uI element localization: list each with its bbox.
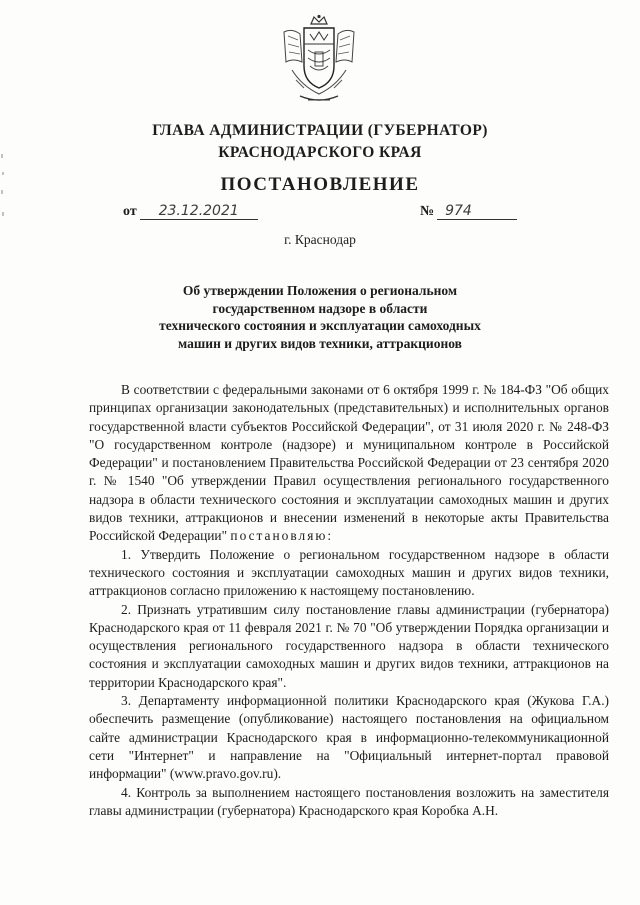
clause-2: 2. Признать утратившим силу постановление главы администрации (губернатора) Краснодарского края от 11 февраля 2021 г. № 70 "Об утверждении Порядка организации и осуществления регионального государственного надзора в области технического состояния и эксплуатации самоходных машин и других видов техники, аттракционов на территории Краснодарского края". — [89, 601, 609, 690]
document-type: ПОСТАНОВЛЕНИЕ — [220, 174, 420, 195]
issuer-heading-line2: КРАСНОДАРСКОГО КРАЯ — [218, 144, 422, 161]
scan-margin-marks — [0, 150, 6, 230]
preamble-paragraph — [89, 381, 609, 546]
clause-3: 3. Департаменту информационной политики Краснодарского края (Жукова Г.А.) обеспечить размещение (опубликование) настоящего постановления на официальном сайте администрации Краснодарского края в информационно-телекоммуникационной сети "Интернет" и направление на "Официальный интернет-портал правовой информации" (www.pravo.gov.ru). — [89, 693, 609, 782]
number-prefix: № — [420, 204, 435, 219]
title-line: Об утверждении Положения о региональном — [182, 283, 458, 298]
title-line: технического состояния и эксплуатации самоходных — [159, 318, 481, 333]
city-line: г. Краснодар — [284, 232, 356, 247]
number-field — [420, 203, 517, 220]
number-value: 974 — [437, 203, 517, 220]
document-title — [150, 282, 490, 352]
title-line: машин и других видов техники, аттракционов — [178, 335, 462, 351]
preamble-text: В соответствии с федеральными законами от 6 октября 1999 г. № 184-ФЗ "Об общих принципах организации законодательных (представительных) и исполнительных органов государственной власти субъектов Российской Федерации", от 31 июля 2020 г. № 248-ФЗ "О государственном контроле (надзоре) и муниципальном контроле в Российской Федерации" и постановлением Правительства Российской Федерации от 23 сентября 2020 г. № 1540 "Об утверждении Правил осуществления регионального государственного надзора в области технического состояния и эксплуатации самоходных машин и других видов техники, аттракционов и внесении изменений в некоторые акты Правительства Российской Федерации" — [89, 382, 609, 544]
date-value: 23.12.2021 — [140, 203, 258, 220]
title-line: государственном надзоре в области — [212, 300, 428, 316]
date-prefix: от — [123, 204, 137, 219]
document-body — [89, 381, 609, 820]
date-field — [123, 203, 258, 220]
coat-of-arms-emblem — [278, 14, 360, 106]
clause-4: 4. Контроль за выполнением настоящего постановления возложить на заместителя главы администрации (губернатора) Краснодарского края Коробка А.Н. — [89, 784, 609, 818]
clause-1: 1. Утвердить Положение о региональном государственном надзоре в области технического состояния и эксплуатации самоходных машин и других видов техники, аттракционов согласно приложению к настоящему постановлению. — [89, 546, 609, 599]
issuer-heading-line1: ГЛАВА АДМИНИСТРАЦИИ (ГУБЕРНАТОР) — [152, 122, 488, 139]
decree-word: постановляю: — [230, 528, 334, 544]
